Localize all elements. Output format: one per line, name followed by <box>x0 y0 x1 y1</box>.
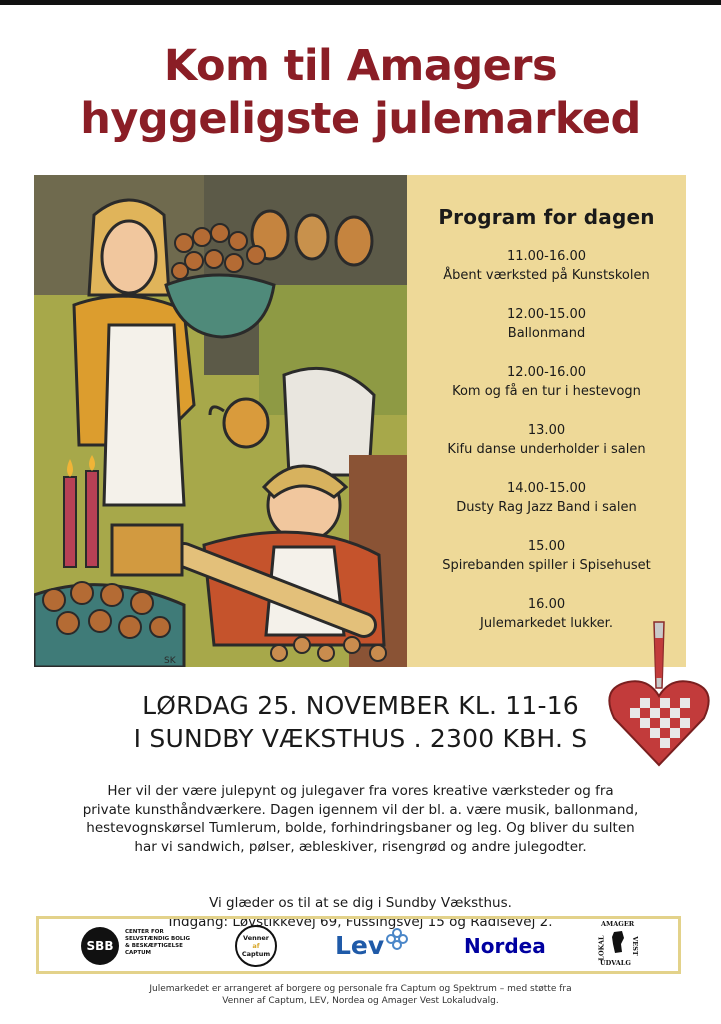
island-icon <box>610 930 626 954</box>
description-line: Vi glæder os til at se dig i Sundby Væksthus. <box>209 895 512 911</box>
artist-signature: SK <box>164 656 176 666</box>
amager-right: VEST <box>630 936 639 956</box>
program-item <box>407 247 686 285</box>
title-line-2: hyggeligste julemarked <box>80 94 641 144</box>
poster-title <box>0 40 721 146</box>
program-time: 15.00 <box>527 539 566 554</box>
venner-af-captum-logo <box>235 925 277 967</box>
nordea-wordmark: Nordea <box>464 934 546 958</box>
description-line: Indgang: Løvstikkevej 69, Fussingsvej 15 og Radisevej 2. <box>168 913 553 930</box>
program-item <box>407 363 686 401</box>
amager-left: LOKAL <box>597 935 606 961</box>
description-line: har vi sandwich, pølser, æbleskiver, risengrød og andre julegodter. <box>134 838 587 855</box>
program-time: 11.00-16.00 <box>506 249 587 264</box>
venner-text: Venner <box>243 934 269 942</box>
lev-logo <box>335 929 425 963</box>
sbb-mark: SBB <box>81 927 119 965</box>
flower-icon <box>385 927 409 951</box>
event-info <box>0 689 721 755</box>
program-text: Spirebanden spiller i Spisehuset <box>442 558 651 573</box>
sbb-text: & BESKÆFTIGELSE <box>125 943 183 949</box>
program-list <box>407 247 686 633</box>
program-text: Åbent værksted på Kunstskolen <box>443 268 650 283</box>
sbb-logo <box>81 927 231 965</box>
title-line-1: Kom til Amagers <box>163 41 558 91</box>
footer-line-1: Julemarkedet er arrangeret af borgere og personale fra Captum og Spektrum – med støtte fra <box>149 984 572 994</box>
footer-line-2: Venner af Captum, LEV, Nordea og Amager Vest Lokaludvalg. <box>222 996 499 1006</box>
amager-top: AMAGER <box>601 920 635 928</box>
program-time: 16.00 <box>527 597 566 612</box>
program-panel <box>407 175 686 667</box>
top-border <box>0 0 721 5</box>
sbb-text: SELVSTÆNDIG BOLIG <box>125 936 190 942</box>
event-date: LØRDAG 25. NOVEMBER KL. 11-16 <box>142 691 579 720</box>
sponsor-bar <box>36 916 681 974</box>
program-time: 12.00-16.00 <box>506 365 587 380</box>
sbb-text: CENTER FOR <box>125 929 164 935</box>
amager-vest-logo <box>597 920 649 972</box>
program-item <box>407 305 686 343</box>
program-item <box>407 479 686 517</box>
program-item <box>407 421 686 459</box>
program-time: 12.00-15.00 <box>506 307 587 322</box>
lev-wordmark: Lev <box>335 931 385 960</box>
program-text: Kom og få en tur i hestevogn <box>452 384 641 399</box>
description-line: Her vil der være julepynt og julegaver fra vores kreative værksteder og fra <box>107 783 614 799</box>
program-time: 13.00 <box>527 423 566 438</box>
description-line: hestevognskørsel Tumlerum, bolde, forhindringsbaner og leg. Og bliver du sulten <box>86 820 635 836</box>
program-time: 14.00-15.00 <box>506 481 587 496</box>
event-place: I SUNDBY VÆKSTHUS . 2300 KBH. S <box>133 724 588 753</box>
venner-text: af <box>252 942 260 950</box>
nordea-logo <box>464 933 546 959</box>
baking-illustration <box>34 175 407 667</box>
program-text: Ballonmand <box>507 326 586 341</box>
hero-panel <box>34 175 686 667</box>
program-item <box>407 537 686 575</box>
sbb-text: CAPTUM <box>125 950 152 956</box>
description-line: private kunsthåndværkere. Dagen igennem vil der bl. a. være musik, ballonmand, <box>82 801 639 818</box>
program-text: Dusty Rag Jazz Band i salen <box>456 500 637 515</box>
program-text: Julemarkedet lukker. <box>480 616 613 631</box>
footer-note <box>0 983 721 1007</box>
program-text: Kifu danse underholder i salen <box>447 442 646 457</box>
program-heading: Program for dagen <box>438 205 655 229</box>
amager-bottom: UDVALG <box>600 959 631 967</box>
venner-text: Captum <box>241 950 271 958</box>
